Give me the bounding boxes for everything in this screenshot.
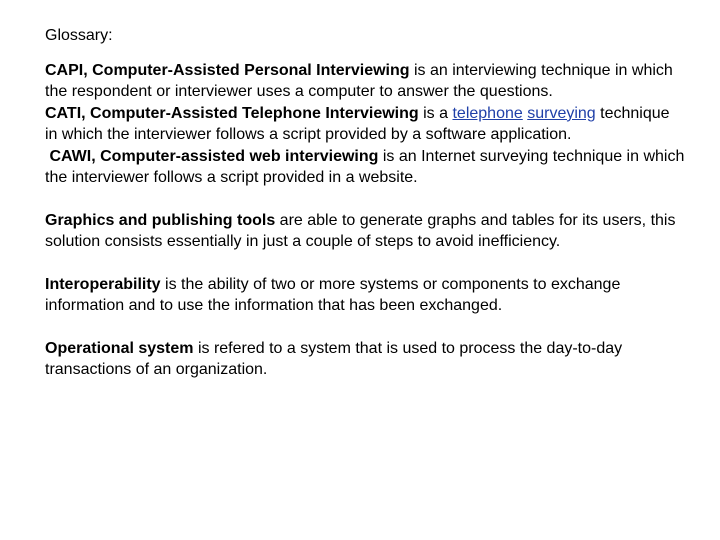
glossary-entry-operational-system (45, 338, 685, 381)
cati-term: CATI, Computer-Assisted Telephone Interviewing (45, 104, 419, 122)
capi-definition: is an interviewing technique in which the respondent or interviewer uses a computer to answer the questions. (45, 61, 673, 100)
glossary-slide (45, 25, 685, 402)
graphics-definition: are able to generate graphs and tables for its users, this solution consists essentially in just a couple of steps to avoid inefficiency. (45, 211, 676, 250)
telephone-link[interactable]: telephone (452, 104, 523, 122)
operational-definition: is refered to a system that is used to process the day-to-day transactions of an organization. (45, 339, 623, 378)
glossary-heading-term: Glossary (45, 27, 109, 44)
glossary-entry-interoperability (45, 274, 685, 317)
surveying-link[interactable]: surveying (527, 104, 596, 122)
capi-cati-cawi-block (45, 60, 685, 189)
glossary-entry-capi (45, 60, 685, 103)
cati-definition-start: is a (418, 104, 453, 122)
glossary-heading (45, 25, 685, 47)
capi-term: CAPI, Computer-Assisted Personal Interviewing (45, 61, 410, 79)
operational-term: Operational system (45, 339, 194, 357)
interoperability-paragraph (45, 274, 685, 317)
glossary-entry-graphics (45, 210, 685, 253)
operational-paragraph (45, 338, 685, 381)
cawi-term: CAWI, Computer-assisted web interviewing (49, 147, 379, 165)
cati-definition-end: technique in which the interviewer follows a script provided by a software application. (45, 104, 670, 143)
cawi-definition: is an Internet surveying technique in which the interviewer follows a script provided in a website. (45, 147, 685, 186)
interoperability-definition: is the ability of two or more systems or components to exchange information and to use the information that has been exchanged. (45, 275, 621, 314)
interoperability-term: Interoperability (45, 275, 161, 293)
glossary-heading-colon: : (108, 27, 113, 44)
glossary-entry-cati (45, 103, 685, 146)
graphics-term: Graphics and publishing tools (45, 211, 276, 229)
glossary-entry-cawi (45, 146, 685, 189)
graphics-paragraph (45, 210, 685, 253)
